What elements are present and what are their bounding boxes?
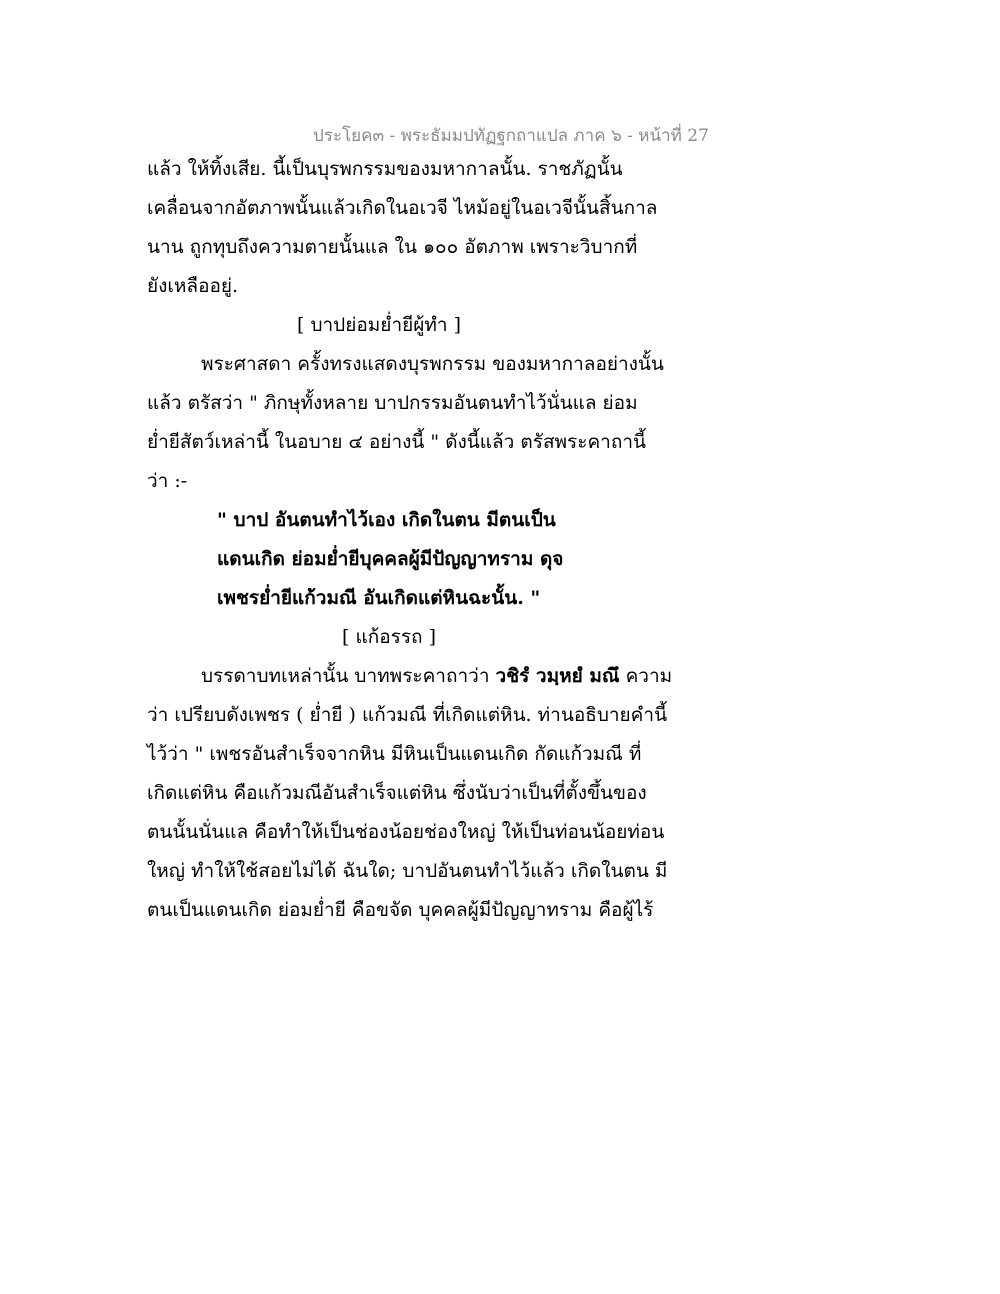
paragraph-line: ว่า :- bbox=[147, 470, 188, 492]
paragraph-line: ไว้ว่า " เพชรอันสำเร็จจากหิน มีหินเป็นแดนเกิด กัดแก้วมณี ที่ bbox=[147, 743, 642, 765]
paragraph-line: นาน ถูกทุบถึงความตายนั้นแล ใน ๑๐๐ อัตภาพ เพราะวิบากที่ bbox=[147, 236, 638, 258]
paragraph-line: แล้ว ตรัสว่า " ภิกษุทั้งหลาย บาปกรรมอันตนทำไว้นั่นแล ย่อม bbox=[147, 392, 638, 414]
paragraph-line: เคลื่อนจากอัตภาพนั้นแล้วเกิดในอเวจี ไหม้อยู่ในอเวจีนั้นสิ้นกาล bbox=[147, 197, 658, 219]
paragraph-line: ยังเหลืออยู่. bbox=[147, 275, 239, 297]
verse-line: " บาป อันตนทำไว้เอง เกิดในตน มีตนเป็น bbox=[217, 509, 556, 531]
paragraph-text: ความ bbox=[619, 665, 673, 687]
page-header: ประโยค๓ - พระธัมมปทัฏฐกถาแปล ภาค ๖ - หน้าที่ 27 bbox=[313, 126, 709, 146]
paragraph-line: ตนเป็นแดนเกิด ย่อมย่ำยี คือขจัด บุคคลผู้มีปัญญาทราม คือผู้ไร้ bbox=[147, 899, 654, 921]
verse-line: เพชรย่ำยีแก้วมณี อันเกิดแต่หินฉะนั้น. " bbox=[217, 587, 541, 609]
verse-line: แดนเกิด ย่อมย่ำยีบุคคลผู้มีปัญญาทราม ดุจ bbox=[217, 548, 564, 570]
paragraph-text: บรรดาบทเหล่านั้น บาทพระคาถาว่า bbox=[201, 665, 496, 687]
paragraph-line: ตนนั้นนั่นแล คือทำให้เป็นช่องน้อยช่องใหญ่ ให้เป็นท่อนน้อยท่อน bbox=[147, 821, 665, 843]
pali-term: วชิรํ วมฺหยํ มณึ bbox=[495, 665, 620, 687]
paragraph-line: เกิดแต่หิน คือแก้วมณีอันสำเร็จแต่หิน ซึ่งนับว่าเป็นที่ตั้งขึ้นของ bbox=[147, 782, 647, 804]
section-heading: [ แก้อรรถ ] bbox=[342, 626, 436, 648]
paragraph-line bbox=[147, 657, 687, 696]
paragraph-line: ย่ำยีสัตว์เหล่านี้ ในอบาย ๔ อย่างนี้ " ดังนี้แล้ว ตรัสพระคาถานี้ bbox=[147, 431, 647, 453]
paragraph-line: พระศาสดา ครั้งทรงแสดงบุรพกรรม ของมหากาลอย่างนั้น bbox=[201, 353, 664, 375]
paragraph-line: แล้ว ให้ทิ้งเสีย. นี้เป็นบุรพกรรมของมหากาลนั้น. ราชภัฏนั้น bbox=[147, 158, 623, 180]
page-content bbox=[147, 150, 687, 930]
paragraph-line: ใหญ่ ทำให้ใช้สอยไม่ได้ ฉันใด; บาปอันตนทำไว้แล้ว เกิดในตน มี bbox=[147, 860, 668, 882]
section-heading: [ บาปย่อมย่ำยีผู้ทำ ] bbox=[297, 314, 462, 336]
paragraph-line: ว่า เปรียบดังเพชร ( ย่ำยี ) แก้วมณี ที่เกิดแต่หิน. ท่านอธิบายคำนี้ bbox=[147, 704, 668, 726]
